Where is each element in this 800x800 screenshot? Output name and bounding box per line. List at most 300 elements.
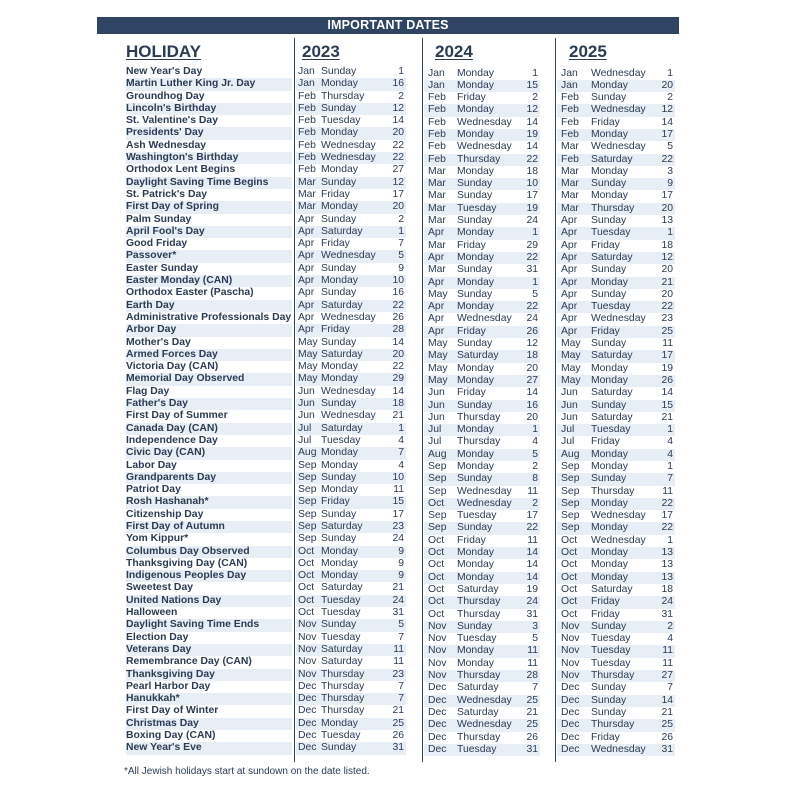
- date-month: Feb: [298, 164, 316, 176]
- date-row: [296, 656, 406, 668]
- date-row: [557, 240, 675, 252]
- date-row: [424, 178, 540, 190]
- date-day-number: 10: [392, 471, 404, 483]
- date-month: Sep: [298, 496, 317, 508]
- date-weekday: Monday: [591, 497, 628, 509]
- date-month: Oct: [561, 596, 578, 608]
- date-row: [424, 338, 540, 350]
- date-month: Feb: [561, 104, 579, 116]
- date-row: [424, 264, 540, 276]
- date-row: [557, 117, 675, 129]
- date-row: [296, 164, 406, 176]
- date-day-number: 21: [661, 706, 673, 718]
- holiday-name: Memorial Day Observed: [126, 373, 292, 385]
- date-month: Sep: [428, 522, 447, 534]
- date-month: Dec: [298, 742, 317, 754]
- date-day-number: 21: [526, 706, 538, 718]
- date-row: [557, 178, 675, 190]
- date-month: Nov: [298, 656, 317, 668]
- date-row: [296, 201, 406, 213]
- date-weekday: Friday: [321, 238, 350, 250]
- holiday-name: Labor Day: [126, 459, 177, 471]
- date-month: May: [428, 374, 448, 386]
- date-weekday: Friday: [591, 116, 620, 128]
- date-day-number: 7: [398, 693, 404, 705]
- date-weekday: Sunday: [457, 473, 493, 485]
- date-day-number: 21: [661, 411, 673, 423]
- date-row: [296, 435, 406, 447]
- date-month: Sep: [428, 461, 447, 472]
- date-day-number: 22: [661, 153, 673, 165]
- year-2023-dates: [296, 66, 406, 755]
- date-row: [424, 670, 540, 682]
- date-weekday: Sunday: [591, 694, 627, 706]
- date-month: Oct: [298, 557, 315, 569]
- date-row: [296, 373, 406, 385]
- date-row: [424, 227, 540, 239]
- date-weekday: Monday: [321, 275, 358, 287]
- date-day-number: 25: [661, 325, 673, 337]
- date-day-number: 25: [526, 694, 538, 706]
- date-row: [557, 658, 675, 670]
- date-row: [557, 609, 675, 621]
- date-month: Nov: [298, 619, 317, 631]
- date-month: Apr: [428, 301, 445, 313]
- holiday-name: First Day of Autumn: [126, 521, 292, 533]
- date-month: Sep: [561, 485, 580, 497]
- date-month: Jun: [298, 385, 315, 397]
- date-row: [557, 215, 675, 227]
- date-weekday: Wednesday: [591, 104, 646, 116]
- date-row: [424, 68, 540, 80]
- holiday-name: Father's Day: [126, 398, 292, 410]
- date-weekday: Saturday: [591, 350, 633, 362]
- date-month: Nov: [561, 657, 580, 669]
- date-row: [424, 277, 540, 289]
- date-month: May: [298, 373, 318, 385]
- date-weekday: Sunday: [457, 178, 493, 190]
- date-month: Mar: [561, 190, 579, 202]
- date-row: [296, 177, 406, 189]
- date-row: [296, 644, 406, 656]
- date-row: [296, 447, 406, 459]
- date-month: Dec: [428, 743, 447, 755]
- date-day-number: 20: [526, 362, 538, 374]
- date-month: Dec: [561, 743, 580, 755]
- date-row: [296, 103, 406, 115]
- date-row: [557, 350, 675, 362]
- date-weekday: Monday: [457, 165, 494, 177]
- date-row: [557, 264, 675, 276]
- date-day-number: 17: [392, 508, 404, 520]
- holiday-name: Mother's Day: [126, 336, 191, 348]
- date-day-number: 13: [661, 559, 673, 571]
- date-row: [557, 313, 675, 325]
- date-month: Feb: [561, 153, 579, 165]
- date-day-number: 26: [661, 731, 673, 743]
- date-row: [296, 337, 406, 349]
- date-weekday: Monday: [457, 227, 494, 239]
- date-month: Feb: [428, 92, 446, 104]
- date-day-number: 22: [661, 497, 673, 509]
- holiday-name: Civic Day (CAN): [126, 447, 292, 459]
- date-weekday: Monday: [457, 362, 494, 374]
- date-weekday: Monday: [591, 362, 628, 374]
- holiday-name: April Fool's Day: [126, 226, 292, 238]
- date-day-number: 29: [392, 373, 404, 385]
- date-weekday: Saturday: [321, 643, 363, 655]
- date-day-number: 11: [527, 485, 538, 497]
- date-day-number: 16: [392, 287, 404, 299]
- date-row: [424, 387, 540, 399]
- date-row: [557, 572, 675, 584]
- date-weekday: Friday: [591, 436, 620, 448]
- date-row: [424, 449, 540, 461]
- date-row: [424, 412, 540, 424]
- date-month: Sep: [298, 533, 317, 545]
- holiday-name: Thanksgiving Day (CAN): [126, 557, 248, 569]
- date-row: [424, 424, 540, 436]
- date-weekday: Saturday: [457, 706, 499, 718]
- date-month: Apr: [428, 325, 445, 337]
- date-month: Mar: [298, 201, 316, 213]
- date-weekday: Tuesday: [457, 510, 497, 522]
- date-day-number: 2: [532, 461, 538, 472]
- date-row: [296, 546, 406, 558]
- date-day-number: 5: [398, 619, 404, 631]
- date-day-number: 10: [526, 178, 538, 190]
- date-month: Sep: [298, 459, 317, 471]
- date-weekday: Monday: [591, 165, 628, 177]
- holiday-name: Presidents' Day: [126, 127, 292, 139]
- date-row: [424, 596, 540, 608]
- date-month: Dec: [428, 694, 447, 706]
- holiday-name: Groundhog Day: [126, 90, 205, 102]
- date-day-number: 26: [526, 325, 538, 337]
- date-month: May: [561, 338, 581, 350]
- date-row: [557, 633, 675, 645]
- date-row: [296, 386, 406, 398]
- date-row: [296, 595, 406, 607]
- date-day-number: 16: [392, 78, 404, 90]
- date-row: [557, 596, 675, 608]
- date-month: May: [561, 362, 581, 374]
- date-day-number: 24: [526, 313, 538, 325]
- date-day-number: 31: [392, 742, 404, 754]
- date-month: Mar: [561, 178, 579, 190]
- date-row: [557, 732, 675, 744]
- date-day-number: 20: [392, 127, 404, 139]
- date-month: Oct: [428, 534, 445, 546]
- date-row: [557, 436, 675, 448]
- date-row: [296, 496, 406, 508]
- date-day-number: 12: [392, 176, 404, 188]
- date-weekday: Saturday: [321, 348, 363, 360]
- date-day-number: 17: [526, 510, 538, 522]
- date-day-number: 25: [392, 717, 404, 729]
- date-day-number: 17: [661, 128, 673, 140]
- date-row: [296, 189, 406, 201]
- date-weekday: Saturday: [321, 520, 363, 532]
- date-weekday: Friday: [321, 324, 350, 336]
- date-month: Mar: [561, 165, 579, 177]
- date-month: Oct: [428, 559, 445, 571]
- holiday-name: Victoria Day (CAN): [126, 361, 219, 373]
- date-day-number: 31: [526, 264, 538, 276]
- date-weekday: Monday: [321, 447, 358, 459]
- holiday-name: New Year's Eve: [126, 742, 292, 754]
- date-day-number: 12: [661, 104, 673, 116]
- date-day-number: 22: [661, 522, 673, 534]
- date-weekday: Friday: [321, 496, 350, 508]
- date-day-number: 5: [532, 633, 538, 645]
- date-row: [557, 510, 675, 522]
- date-weekday: Friday: [457, 387, 486, 399]
- date-day-number: 14: [661, 387, 673, 399]
- date-weekday: Sunday: [321, 619, 357, 631]
- date-weekday: Friday: [591, 731, 620, 743]
- date-month: Nov: [561, 620, 580, 632]
- date-day-number: 15: [392, 496, 404, 508]
- date-day-number: 21: [392, 705, 404, 717]
- date-row: [557, 498, 675, 510]
- date-weekday: Sunday: [591, 682, 627, 694]
- date-day-number: 1: [667, 424, 673, 436]
- date-row: [557, 449, 675, 461]
- date-day-number: 16: [526, 399, 538, 411]
- date-day-number: 11: [527, 645, 538, 657]
- date-day-number: 21: [661, 276, 673, 288]
- important-dates-banner: IMPORTANT DATES: [97, 17, 679, 34]
- date-weekday: Monday: [321, 78, 358, 90]
- date-month: Oct: [428, 547, 445, 559]
- date-month: Sep: [561, 497, 580, 509]
- date-row: [424, 363, 540, 375]
- holiday-name: Indigenous Peoples Day: [126, 570, 292, 582]
- date-day-number: 11: [393, 484, 404, 496]
- date-weekday: Monday: [321, 570, 358, 582]
- date-month: Jul: [428, 424, 442, 436]
- date-month: Jun: [561, 411, 578, 423]
- date-month: Nov: [298, 631, 317, 643]
- date-day-number: 31: [526, 608, 538, 620]
- year-heading-2025: 2025: [569, 42, 607, 61]
- date-row: [296, 398, 406, 410]
- holiday-name: Martin Luther King Jr. Day: [126, 78, 292, 90]
- date-row: [296, 226, 406, 238]
- date-row: [557, 682, 675, 694]
- date-day-number: 9: [398, 570, 404, 582]
- date-month: Oct: [428, 571, 445, 583]
- date-row: [557, 547, 675, 559]
- date-row: [296, 509, 406, 521]
- date-weekday: Monday: [321, 361, 358, 373]
- date-weekday: Monday: [591, 374, 628, 386]
- date-month: Feb: [428, 104, 446, 116]
- date-weekday: Saturday: [321, 582, 363, 594]
- date-month: Feb: [298, 127, 316, 139]
- date-month: Feb: [428, 153, 446, 165]
- holiday-name: Columbus Day Observed: [126, 546, 292, 558]
- date-day-number: 5: [667, 141, 673, 153]
- date-row: [424, 510, 540, 522]
- date-day-number: 14: [661, 694, 673, 706]
- date-day-number: 7: [398, 680, 404, 692]
- date-row: [557, 80, 675, 92]
- date-row: [557, 535, 675, 547]
- date-month: Jan: [298, 66, 315, 77]
- date-month: Apr: [561, 313, 578, 325]
- date-weekday: Monday: [457, 79, 494, 91]
- date-month: Sep: [428, 485, 447, 497]
- date-month: Apr: [428, 227, 445, 239]
- date-weekday: Sunday: [591, 620, 627, 632]
- holiday-name: Arbor Day: [126, 324, 292, 336]
- date-weekday: Friday: [457, 92, 486, 104]
- date-month: Feb: [428, 128, 446, 140]
- date-weekday: Monday: [591, 128, 628, 140]
- date-weekday: Saturday: [321, 422, 363, 434]
- date-row: [557, 338, 675, 350]
- date-month: May: [561, 350, 581, 362]
- date-weekday: Saturday: [321, 656, 363, 668]
- date-weekday: Tuesday: [321, 730, 361, 742]
- date-month: Mar: [561, 202, 579, 214]
- date-day-number: 11: [393, 643, 404, 655]
- date-row: [424, 240, 540, 252]
- date-row: [296, 730, 406, 742]
- holiday-name: Patriot Day: [126, 484, 181, 496]
- date-month: Mar: [428, 178, 446, 190]
- date-day-number: 11: [662, 657, 673, 669]
- date-day-number: 11: [662, 338, 673, 350]
- date-day-number: 7: [532, 682, 538, 694]
- date-row: [296, 324, 406, 336]
- date-month: Apr: [298, 287, 315, 299]
- date-weekday: Friday: [321, 188, 350, 200]
- date-day-number: 27: [526, 374, 538, 386]
- date-weekday: Monday: [591, 571, 628, 583]
- date-day-number: 14: [392, 336, 404, 348]
- date-month: Jul: [428, 436, 442, 448]
- date-day-number: 25: [526, 719, 538, 731]
- date-month: Jan: [428, 67, 445, 79]
- date-row: [557, 424, 675, 436]
- date-weekday: Thursday: [457, 608, 501, 620]
- date-row: [424, 535, 540, 547]
- date-month: Dec: [428, 719, 447, 731]
- holiday-name: St. Valentine's Day: [126, 115, 218, 127]
- date-day-number: 14: [661, 116, 673, 128]
- date-month: Jun: [298, 398, 315, 410]
- date-day-number: 19: [526, 202, 538, 214]
- date-month: May: [428, 350, 448, 362]
- holiday-name: Armed Forces Day: [126, 349, 292, 361]
- date-row: [557, 227, 675, 239]
- date-day-number: 20: [661, 79, 673, 91]
- date-row: [296, 521, 406, 533]
- date-weekday: Monday: [591, 461, 628, 472]
- date-weekday: Wednesday: [321, 139, 376, 151]
- date-row: [424, 289, 540, 301]
- date-weekday: Wednesday: [591, 313, 646, 325]
- date-weekday: Thursday: [591, 670, 635, 682]
- date-row: [424, 572, 540, 584]
- date-row: [557, 645, 675, 657]
- date-weekday: Monday: [321, 484, 358, 496]
- date-row: [424, 707, 540, 719]
- date-day-number: 17: [392, 188, 404, 200]
- date-weekday: Monday: [457, 448, 494, 460]
- date-month: Dec: [428, 682, 447, 694]
- date-weekday: Tuesday: [321, 631, 361, 643]
- date-row: [557, 68, 675, 80]
- date-row: [424, 252, 540, 264]
- date-month: Apr: [561, 276, 578, 288]
- date-month: Jan: [561, 79, 578, 91]
- date-month: Jul: [298, 434, 312, 446]
- date-month: Nov: [561, 633, 580, 645]
- date-row: [424, 461, 540, 473]
- date-day-number: 12: [526, 104, 538, 116]
- date-month: May: [561, 374, 581, 386]
- date-month: Dec: [298, 705, 317, 717]
- date-weekday: Sunday: [457, 288, 493, 300]
- date-row: [557, 301, 675, 313]
- date-day-number: 21: [392, 582, 404, 594]
- date-weekday: Wednesday: [457, 313, 512, 325]
- date-row: [424, 350, 540, 362]
- date-weekday: Thursday: [591, 485, 635, 497]
- date-weekday: Sunday: [591, 178, 627, 190]
- date-month: Oct: [561, 547, 578, 559]
- date-day-number: 2: [667, 620, 673, 632]
- year-heading-2024: 2024: [435, 42, 473, 61]
- date-row: [296, 300, 406, 312]
- date-day-number: 19: [661, 362, 673, 374]
- date-weekday: Monday: [457, 128, 494, 140]
- date-day-number: 4: [398, 459, 404, 471]
- date-day-number: 1: [667, 67, 673, 79]
- date-weekday: Thursday: [591, 202, 635, 214]
- holiday-name: Flag Day: [126, 385, 170, 397]
- date-day-number: 2: [667, 92, 673, 104]
- date-day-number: 24: [661, 596, 673, 608]
- date-day-number: 11: [527, 657, 538, 669]
- date-row: [296, 484, 406, 496]
- date-month: Mar: [428, 239, 446, 251]
- date-month: Apr: [298, 299, 315, 311]
- date-weekday: Sunday: [321, 742, 357, 754]
- date-weekday: Monday: [591, 547, 628, 559]
- date-month: Aug: [428, 448, 447, 460]
- date-row: [424, 190, 540, 202]
- date-day-number: 31: [661, 608, 673, 620]
- date-weekday: Wednesday: [321, 385, 376, 397]
- holiday-name: Washington's Birthday: [126, 152, 292, 164]
- date-row: [557, 670, 675, 682]
- date-month: Dec: [561, 731, 580, 743]
- date-day-number: 18: [392, 398, 404, 410]
- date-row: [424, 621, 540, 633]
- date-day-number: 5: [398, 250, 404, 262]
- date-day-number: 12: [526, 338, 538, 350]
- date-weekday: Sunday: [457, 399, 493, 411]
- date-row: [557, 104, 675, 116]
- date-weekday: Saturday: [591, 583, 633, 595]
- date-day-number: 9: [398, 545, 404, 557]
- date-day-number: 11: [393, 656, 404, 668]
